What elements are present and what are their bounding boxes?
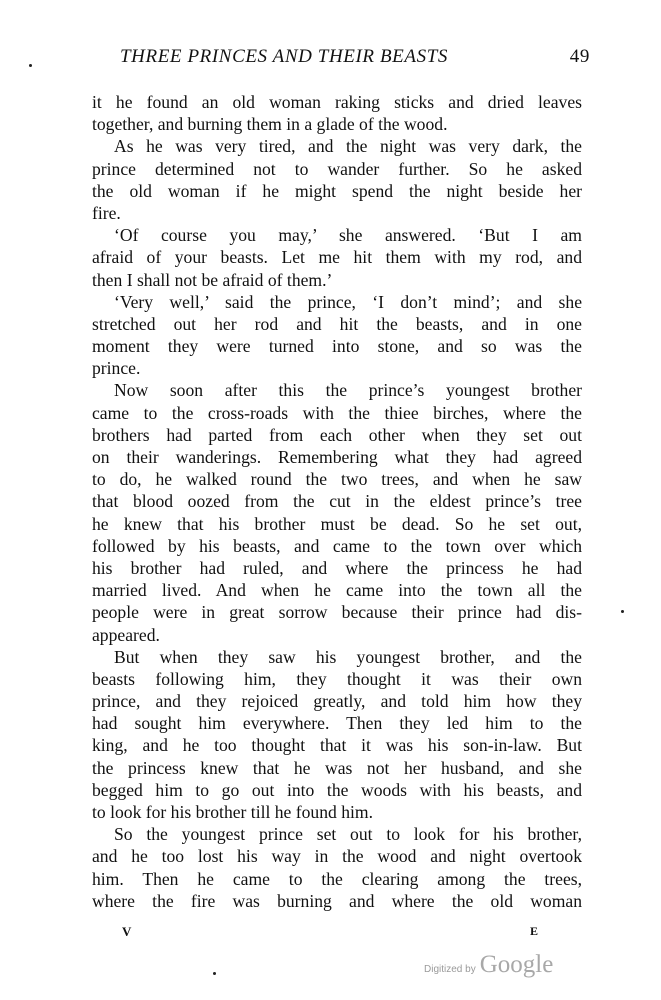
text-line: prince determined not to wander further. So he asked <box>92 158 582 179</box>
ink-speck <box>213 972 216 975</box>
text-line: beasts following him, they thought it was their own <box>92 668 582 689</box>
text-line: moment they were turned into stone, and so was the <box>92 336 582 357</box>
watermark-prefix: Digitized by <box>424 964 476 975</box>
digitized-watermark <box>424 951 553 979</box>
text-line: him. Then he came to the clearing among the trees, <box>92 868 582 889</box>
text-line: prince. <box>92 358 141 379</box>
text-line: So the youngest prince set out to look for his brother, <box>114 824 582 845</box>
ink-speck <box>29 64 32 67</box>
text-line: Now soon after this the prince’s youngest brother <box>114 380 582 401</box>
text-line: came to the cross-roads with the thiee birches, where the <box>92 402 582 423</box>
text-line: it he found an old woman raking sticks and dried leaves <box>92 92 582 112</box>
text-line: on their wanderings. Remembering what they had agreed <box>92 447 582 467</box>
text-line: followed by his beasts, and came to the town over which <box>92 535 582 556</box>
text-line: fire. <box>92 202 121 223</box>
body-text <box>92 91 582 912</box>
text-line: married lived. And when he came into the town all the <box>92 580 582 601</box>
text-line: the princess knew that he was not her husband, and she <box>92 757 582 778</box>
text-line: where the fire was burning and where the old woman <box>92 890 582 911</box>
text-line: appeared. <box>92 624 160 645</box>
text-line: that blood oozed from the cut in the eldest prince’s tree <box>92 491 582 512</box>
text-line: and he too lost his way in the wood and night overtook <box>92 846 582 867</box>
text-line: together, and burning them in a glade of the wood. <box>92 114 448 135</box>
google-logo: Google <box>479 951 554 978</box>
running-header <box>120 46 590 68</box>
text-line: ‘Of course you may,’ she answered. ‘But I am <box>114 225 582 246</box>
running-title: THREE PRINCES AND THEIR BEASTS <box>120 46 448 67</box>
ink-speck <box>621 610 624 613</box>
text-line: he knew that his brother must be dead. So he set out, <box>92 513 582 534</box>
text-line: prince, and they rejoiced greatly, and told him how they <box>92 691 582 712</box>
signature-mark-right: E <box>530 924 539 938</box>
text-line: to do, he walked round the two trees, and when he saw <box>92 469 582 490</box>
text-line: his brother had ruled, and where the princess he had <box>92 557 582 578</box>
text-line: then I shall not be afraid of them.’ <box>92 269 333 290</box>
text-line: brothers had parted from each other when they set out <box>92 424 582 445</box>
text-line: ‘Very well,’ said the prince, ‘I don’t mind’; and she <box>114 291 582 312</box>
text-line: had sought him everywhere. Then they led him to the <box>92 713 582 734</box>
text-line: But when they saw his youngest brother, and the <box>114 646 582 667</box>
text-line: to look for his brother till he found him. <box>92 802 373 822</box>
text-line: As he was very tired, and the night was very dark, the <box>114 136 582 157</box>
text-line: afraid of your beasts. Let me hit them with my rod, and <box>92 247 582 268</box>
page-number: 49 <box>569 46 590 67</box>
text-line: king, and he too thought that it was his son-in-law. But <box>92 735 582 756</box>
text-line: people were in great sorrow because their prince had dis- <box>92 602 582 623</box>
text-line: the old woman if he might spend the night beside her <box>92 180 582 201</box>
signature-mark-left: V <box>122 924 132 939</box>
text-line: begged him to go out into the woods with his beasts, and <box>92 779 582 800</box>
text-line: stretched out her rod and hit the beasts, and in one <box>92 313 582 334</box>
